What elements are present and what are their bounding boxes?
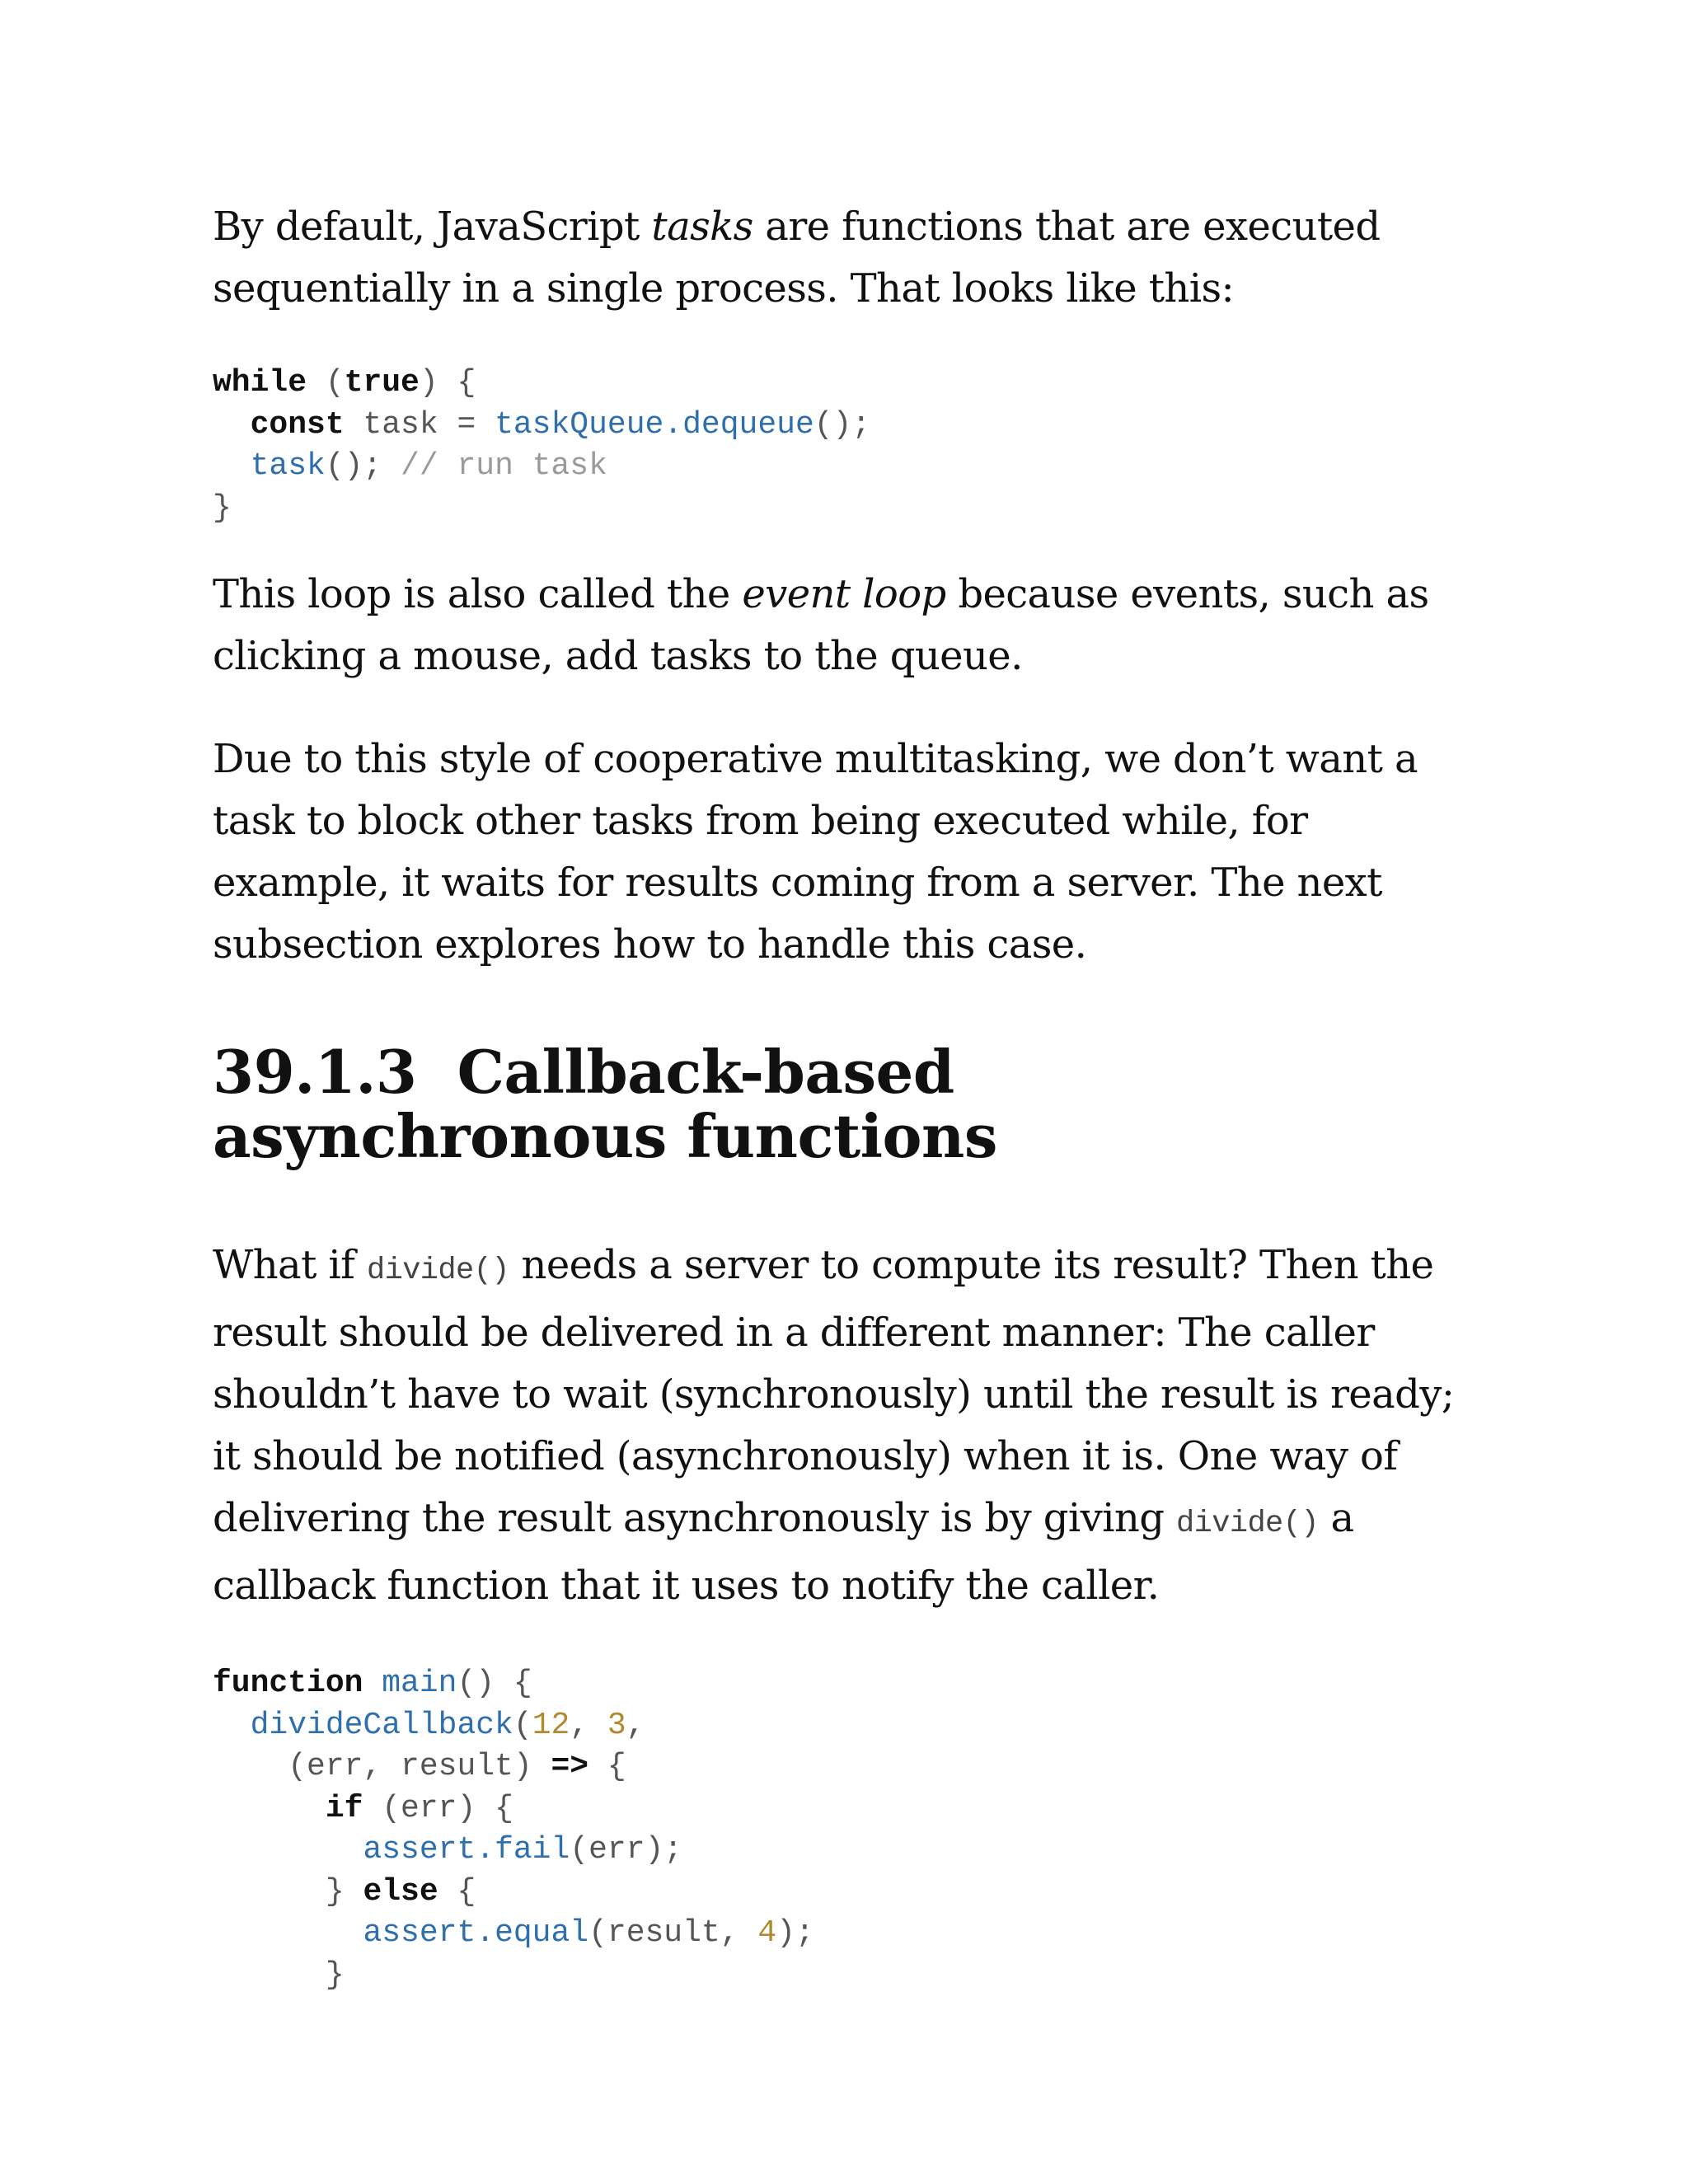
code-block-event-loop: while (true) { const task = taskQueue.dequeue(); task(); // run task }	[213, 365, 871, 526]
section-heading	[213, 1037, 1367, 1171]
paragraph-cooperative-multitasking: Due to this style of cooperative multitasking, we don’t want a task to block other tasks from being executed while, for example, it waits for results coming from a server. The next subsection explores how to handle this case.	[213, 736, 1418, 968]
emphasis-tasks: tasks	[651, 204, 753, 250]
inline-code-divide: divide()	[1176, 1507, 1319, 1541]
emphasis-event-loop: event loop	[742, 571, 946, 617]
paragraph-divide: What if divide() needs a server to compute its result? Then the result should be delivered in a different manner: The caller shouldn’t have to wait (synchronously) until the result is ready; it should be notified (asynchronously) when it is. One way of delivering the result asynchronously is by giving divide() a callback function that it uses to notify the caller.	[213, 1242, 1455, 1609]
section-title: Callback-based asynchronous functions	[213, 1037, 997, 1171]
paragraph-event-loop: This loop is also called the event loop because events, such as clicking a mouse, add tasks to the queue.	[213, 571, 1429, 679]
document-page	[213, 196, 1482, 1996]
inline-code-divide: divide()	[367, 1254, 509, 1288]
code-block-divide-callback: function main() { divideCallback(12, 3, (err, result) => { if (err) { assert.fail(err); } else { assert.equal(result, 4); }	[213, 1666, 814, 1993]
section-number: 39.1.3	[213, 1037, 417, 1107]
paragraph-tasks: By default, JavaScript tasks are functions that are executed sequentially in a single process. That looks like this:	[213, 204, 1381, 312]
